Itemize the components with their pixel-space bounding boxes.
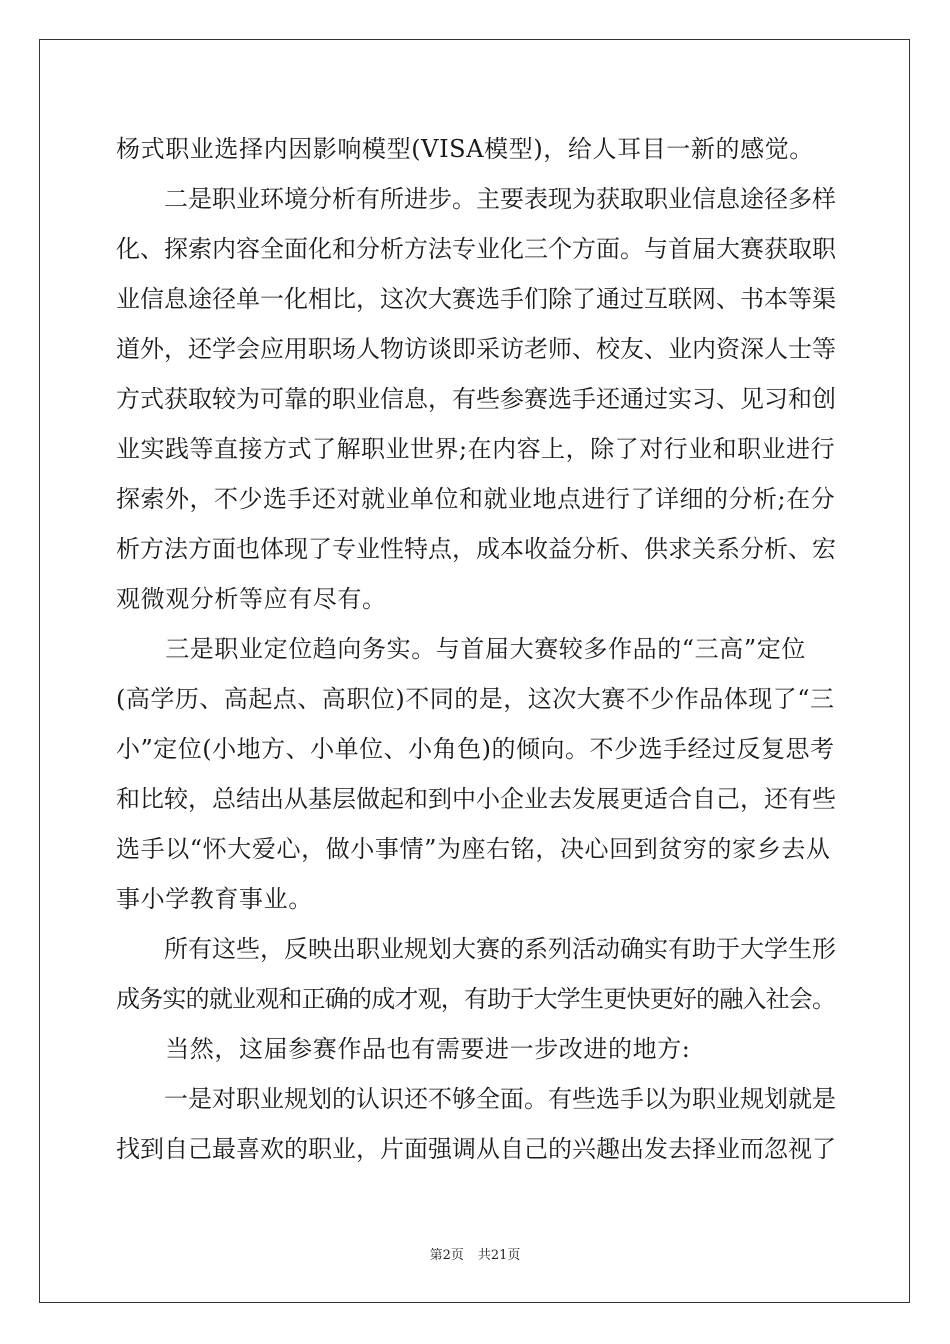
text-line: 选手以“怀大爱心，做小事情”为座右铭，决心回到贫穷的家乡去从	[116, 835, 831, 863]
text-line: 小”定位(小地方、小单位、小角色)的倾向。不少选手经过反复思考	[116, 735, 835, 763]
text-line: 找到自己最喜欢的职业，片面强调从自己的兴趣出发去择业而忽视了	[116, 1135, 836, 1163]
text-line: 业实践等直接方式了解职业世界;在内容上，除了对行业和职业进行	[116, 435, 836, 463]
text-line: 二是职业环境分析有所进步。主要表现为获取职业信息途径多样	[116, 185, 836, 213]
text-line: (高学历、高起点、高职位)不同的是，这次大赛不少作品体现了“三	[116, 685, 835, 713]
page-footer	[0, 1247, 950, 1265]
text-line: 析方法方面也体现了专业性特点，成本收益分析、供求关系分析、宏	[116, 535, 836, 563]
text-line: 事小学教育事业。	[116, 885, 313, 913]
text-line: 成务实的就业观和正确的成才观，有助于大学生更快更好的融入社会。	[116, 985, 836, 1013]
text-line: 一是对职业规划的认识还不够全面。有些选手以为职业规划就是	[116, 1085, 836, 1113]
text-line: 观微观分析等应有尽有。	[116, 585, 387, 613]
text-line: 和比较，总结出从基层做起和到中小企业去发展更适合自己，还有些	[116, 785, 836, 813]
text-line: 方式获取较为可靠的职业信息，有些参赛选手还通过实习、见习和创	[116, 385, 836, 413]
text-line: 道外，还学会应用职场人物访谈即采访老师、校友、业内资深人士等	[116, 335, 836, 363]
text-line: 业信息途径单一化相比，这次大赛选手们除了通过互联网、书本等渠	[116, 285, 836, 313]
text-line: 三是职业定位趋向务实。与首届大赛较多作品的“三高”定位	[116, 635, 806, 663]
text-line: 所有这些，反映出职业规划大赛的系列活动确实有助于大学生形	[116, 935, 836, 963]
page-total: 共21页	[477, 1248, 521, 1263]
text-line: 化、探索内容全面化和分析方法专业化三个方面。与首届大赛获取职	[116, 235, 836, 263]
page-number: 第2页	[429, 1248, 464, 1263]
text-line: 当然，这届参赛作品也有需要进一步改进的地方:	[116, 1035, 691, 1063]
text-line: 杨式职业选择内因影响模型(VISA模型)，给人耳目一新的感觉。	[116, 135, 814, 163]
text-line: 探索外，不少选手还对就业单位和就业地点进行了详细的分析;在分	[116, 485, 836, 513]
